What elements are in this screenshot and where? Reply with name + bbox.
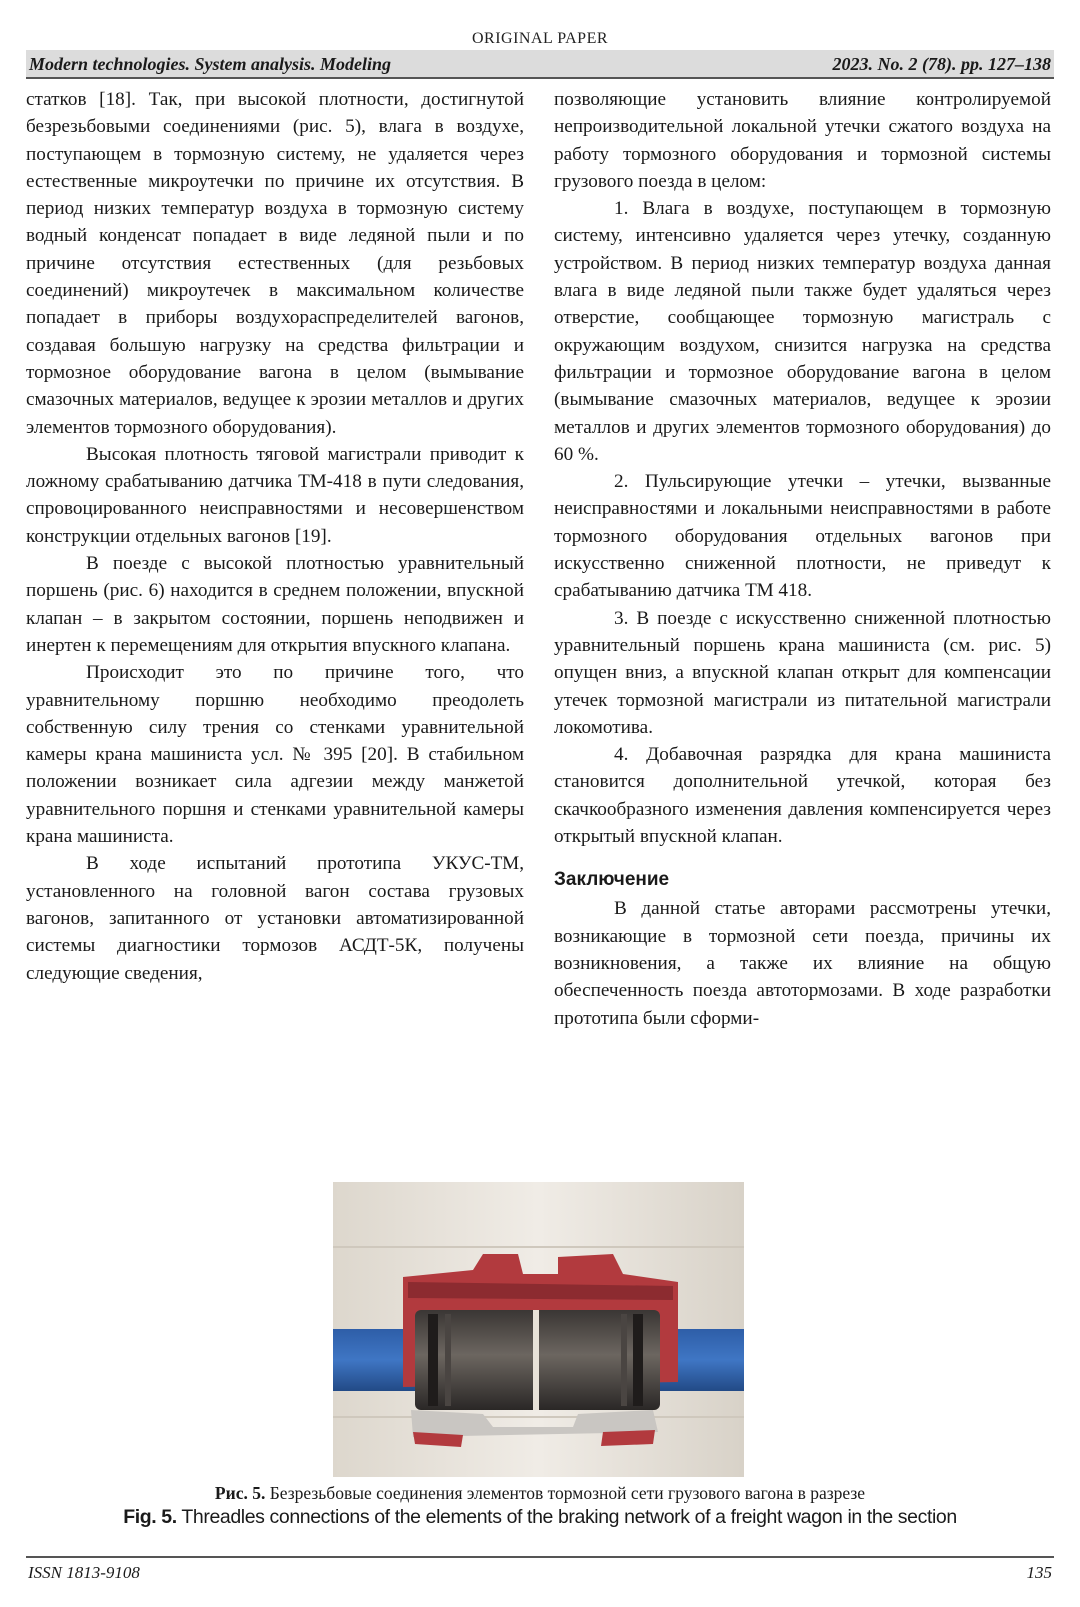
- caption-text: Безрезьбовые соединения элементов тормозной сети грузового вагона в разрезе: [265, 1483, 866, 1503]
- journal-title: Modern technologies. System analysis. Modeling: [29, 54, 392, 74]
- list-item: 2. Пульсирующие утечки – утечки, вызванные неисправностями и локальными неисправностями в работе тормозного оборудования отдельных вагонов при искусственно сниженной плотности, не приведут к срабатыванию датчика ТМ 418.: [554, 471, 1051, 602]
- caption-label: Fig. 5.: [123, 1506, 177, 1528]
- paragraph: В ходе испытаний прототипа УКУС-ТМ, установленного на головной вагон состава грузовых вагонов, запитанного от установки автоматизированной системы диагностики тормозов АСДТ-5К, получены следующие сведения,: [26, 853, 524, 984]
- paragraph: Происходит это по причине того, что уравнительному поршню необходимо преодолеть собственную силу трения со стенками уравнительной камеры крана машиниста усл. № 395 [20]. В стабильном положении возникает сила адгезии между манжетой уравнительного поршня и стенками уравнительной камеры крана машиниста.: [26, 662, 524, 848]
- footer-divider: [26, 1556, 1054, 1558]
- figure-caption-ru: [0, 1483, 1080, 1504]
- figure-caption-en: [0, 1506, 1080, 1529]
- running-header: [26, 50, 1054, 79]
- paragraph: В поезде с высокой плотностью уравнительный поршень (рис. 6) находится в среднем положении, впускной клапан – в закрытом состоянии, поршень неподвижен и инертен к перемещениям для открытия впускного клапана.: [26, 553, 524, 656]
- right-column: [554, 86, 1051, 1032]
- paper-type-label: ORIGINAL PAPER: [471, 30, 609, 47]
- list-item: 4. Добавочная разрядка для крана машиниста становится дополнительной утечкой, которая без скачкообразного изменения давления компенсируется через открытый впускной клапан.: [554, 744, 1051, 848]
- paragraph: позволяющие установить влияние контролируемой непроизводительной локальной утечки сжатого воздуха на работу тормозного оборудования и тормозной системы грузового поезда в целом:: [554, 89, 1051, 192]
- caption-label: Рис. 5.: [214, 1483, 266, 1503]
- section-heading: Заключение: [554, 869, 670, 891]
- issn-footer: ISSN 1813-9108: [28, 1563, 140, 1582]
- list-item: 3. В поезде с искусственно сниженной плотностью уравнительный поршень крана машиниста (см. рис. 5) опущен вниз, а впускной клапан открыт для компенсации утечек тормозной магистрали из питательной магистрали локомотива.: [554, 607, 1051, 738]
- threadless-connection-photo: [333, 1182, 744, 1477]
- paragraph: статков [18]. Так, при высокой плотности, достигнутой безрезьбовыми соединениями (рис. 5), влага в воздухе, поступающем в тормозную систему, не удаляется через естественные микроутечки по причине их отсутствия. В период низких температур воздуха в тормозную систему водный конденсат попадает в виде ледяной пыли и по причине отсутствия естественных (для резьбовых соединений) микроутечек в максимальном количестве попадает в приборы воздухораспределителей вагонов, создавая большую нагрузку на средства фильтрации и тормозное оборудование вагона в целом (вымывание смазочных материалов, ведущее к эрозии металлов и других элементов тормозного оборудования).: [26, 89, 524, 438]
- issue-info: 2023. No. 2 (78). pp. 127–138: [832, 54, 1051, 74]
- figure-photo: [333, 1182, 744, 1477]
- caption-text: Threadles connections of the elements of the braking network of a freight wagon in the section: [176, 1506, 957, 1528]
- paragraph: Высокая плотность тяговой магистрали приводит к ложному срабатыванию датчика ТМ-418 в пути следования, спровоцированного неисправностями и несовершенством конструкции отдельных вагонов [19].: [26, 443, 524, 547]
- page-number: 135: [1026, 1563, 1052, 1582]
- left-column: [26, 86, 524, 987]
- list-item: 1. Влага в воздухе, поступающем в тормозную систему, интенсивно удаляется через утечку, созданную устройством. В период низких температур воздуха данная влага в виде ледяной пыли также будет удаляться через отверстие, сообщающее тормозную магистраль с окружающим воздухом, снизится нагрузка на средства фильтрации и тормозное оборудование вагона в целом (вымывание смазочных материалов, ведущее к эрозии металлов и других элементов тормозного оборудования) до 60 %.: [554, 198, 1051, 465]
- paragraph: В данной статье авторами рассмотрены утечки, возникающие в тормозной сети поезда, причины их возникновения, а также их влияние на общую обеспеченность поезда автотормозами. В ходе разработки прототипа были сформи-: [554, 898, 1051, 1029]
